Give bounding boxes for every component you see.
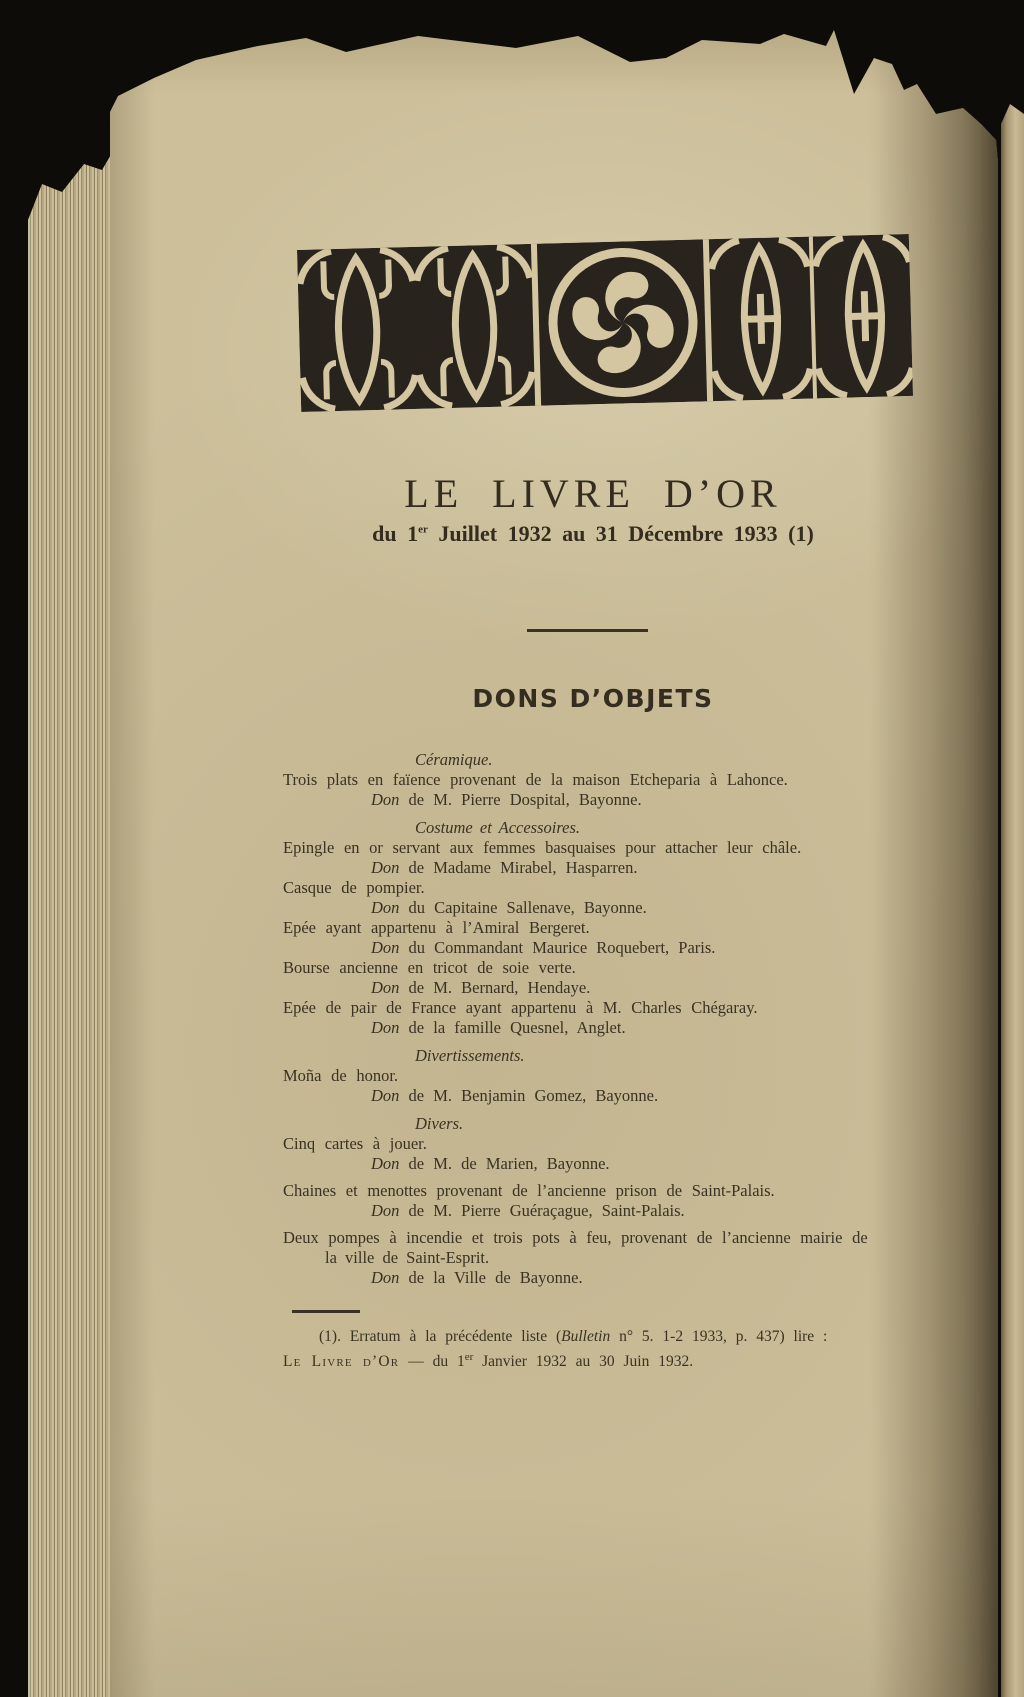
don-rest: de M. de Marien, Bayonne. bbox=[399, 1154, 610, 1173]
footnote-line-2 bbox=[283, 1347, 907, 1372]
footnote-ordinal: er bbox=[464, 1351, 474, 1363]
torn-edge-shading bbox=[110, 0, 998, 170]
don-word: Don bbox=[371, 1201, 400, 1220]
category-heading: Divers. bbox=[415, 1114, 464, 1133]
dons-list bbox=[283, 750, 905, 1288]
don-rest: de M. Bernard, Hendaye. bbox=[399, 978, 591, 997]
entry-line: Deux pompes à incendie et trois pots à feu, provenant de l’ancienne mairie de bbox=[283, 1228, 868, 1247]
entry-line: Casque de pompier. bbox=[283, 878, 425, 897]
footnote-text: Janvier 1932 au 30 Juin 1932. bbox=[473, 1353, 694, 1371]
don-rest: du Commandant Maurice Roquebert, Paris. bbox=[399, 938, 716, 957]
footnote-text: n° 5. 1-2 1933, p. 437) lire : bbox=[610, 1328, 828, 1345]
don-word: Don bbox=[371, 790, 400, 809]
don-word: Don bbox=[371, 978, 400, 997]
don-rest: de Madame Mirabel, Hasparren. bbox=[399, 858, 638, 877]
category-heading: Costume et Accessoires. bbox=[415, 818, 581, 837]
footnote-line-1 bbox=[283, 1326, 907, 1347]
book-page-edges bbox=[28, 88, 116, 1697]
don-line bbox=[371, 1018, 905, 1038]
don-word: Don bbox=[371, 898, 400, 917]
don-rest: de M. Pierre Guéraçague, Saint-Palais. bbox=[399, 1201, 685, 1220]
entry-line: Trois plats en faïence provenant de la maison Etcheparia à Lahonce. bbox=[283, 770, 788, 789]
footnote-rule bbox=[292, 1310, 360, 1313]
subtitle-ordinal: er bbox=[418, 523, 428, 536]
footnote-text: — du 1 bbox=[399, 1353, 465, 1371]
next-page-sliver bbox=[1001, 104, 1024, 1697]
basque-ornament-band bbox=[297, 234, 913, 412]
don-word: Don bbox=[371, 1086, 400, 1105]
don-line bbox=[371, 858, 905, 878]
don-line bbox=[371, 1154, 905, 1174]
entry-line: Cinq cartes à jouer. bbox=[283, 1134, 427, 1153]
subtitle-pre: du 1 bbox=[372, 521, 419, 546]
don-word: Don bbox=[371, 1154, 400, 1173]
don-rest: du Capitaine Sallenave, Bayonne. bbox=[399, 898, 647, 917]
footnote-smallcaps: Le Livre d’Or bbox=[283, 1353, 400, 1371]
don-word: Don bbox=[371, 938, 400, 957]
don-rest: de M. Pierre Dospital, Bayonne. bbox=[399, 790, 642, 809]
subtitle-rest: Juillet 1932 au 31 Décembre 1933 (1) bbox=[427, 521, 814, 546]
title-divider-rule bbox=[527, 629, 648, 632]
don-line bbox=[371, 898, 905, 918]
don-word: Don bbox=[371, 1018, 400, 1037]
footnote-text: (1). Erratum à la précédente liste ( bbox=[319, 1328, 562, 1345]
entry-line: Moña de honor. bbox=[283, 1066, 399, 1085]
don-line bbox=[371, 1201, 905, 1221]
entry-line: Epingle en or servant aux femmes basquaises pour attacher leur châle. bbox=[283, 838, 802, 857]
page-title: LE LIVRE D’OR bbox=[404, 471, 782, 516]
don-line bbox=[371, 1086, 905, 1106]
footnote bbox=[283, 1326, 907, 1372]
entry-line: Epée de pair de France ayant appartenu à M. Charles Chégaray. bbox=[283, 998, 758, 1017]
footnote-bulletin-italic: Bulletin bbox=[561, 1328, 611, 1345]
entry-continuation-line: la ville de Saint-Esprit. bbox=[325, 1248, 490, 1267]
entry-line: Bourse ancienne en tricot de soie verte. bbox=[283, 958, 576, 977]
entry-line: Epée ayant appartenu à l’Amiral Bergeret. bbox=[283, 918, 590, 937]
don-rest: de la Ville de Bayonne. bbox=[399, 1268, 583, 1287]
section-title: DONS D’OBJETS bbox=[472, 684, 714, 713]
don-line bbox=[371, 938, 905, 958]
don-line bbox=[371, 1268, 905, 1288]
category-heading: Divertissements. bbox=[415, 1046, 525, 1065]
don-line bbox=[371, 978, 905, 998]
category-heading: Céramique. bbox=[415, 750, 493, 769]
don-word: Don bbox=[371, 1268, 400, 1287]
don-word: Don bbox=[371, 858, 400, 877]
entry-line: Chaines et menottes provenant de l’ancienne prison de Saint-Palais. bbox=[283, 1181, 775, 1200]
don-rest: de la famille Quesnel, Anglet. bbox=[399, 1018, 626, 1037]
don-line bbox=[371, 790, 905, 810]
page-subtitle bbox=[283, 521, 903, 547]
don-rest: de M. Benjamin Gomez, Bayonne. bbox=[399, 1086, 659, 1105]
